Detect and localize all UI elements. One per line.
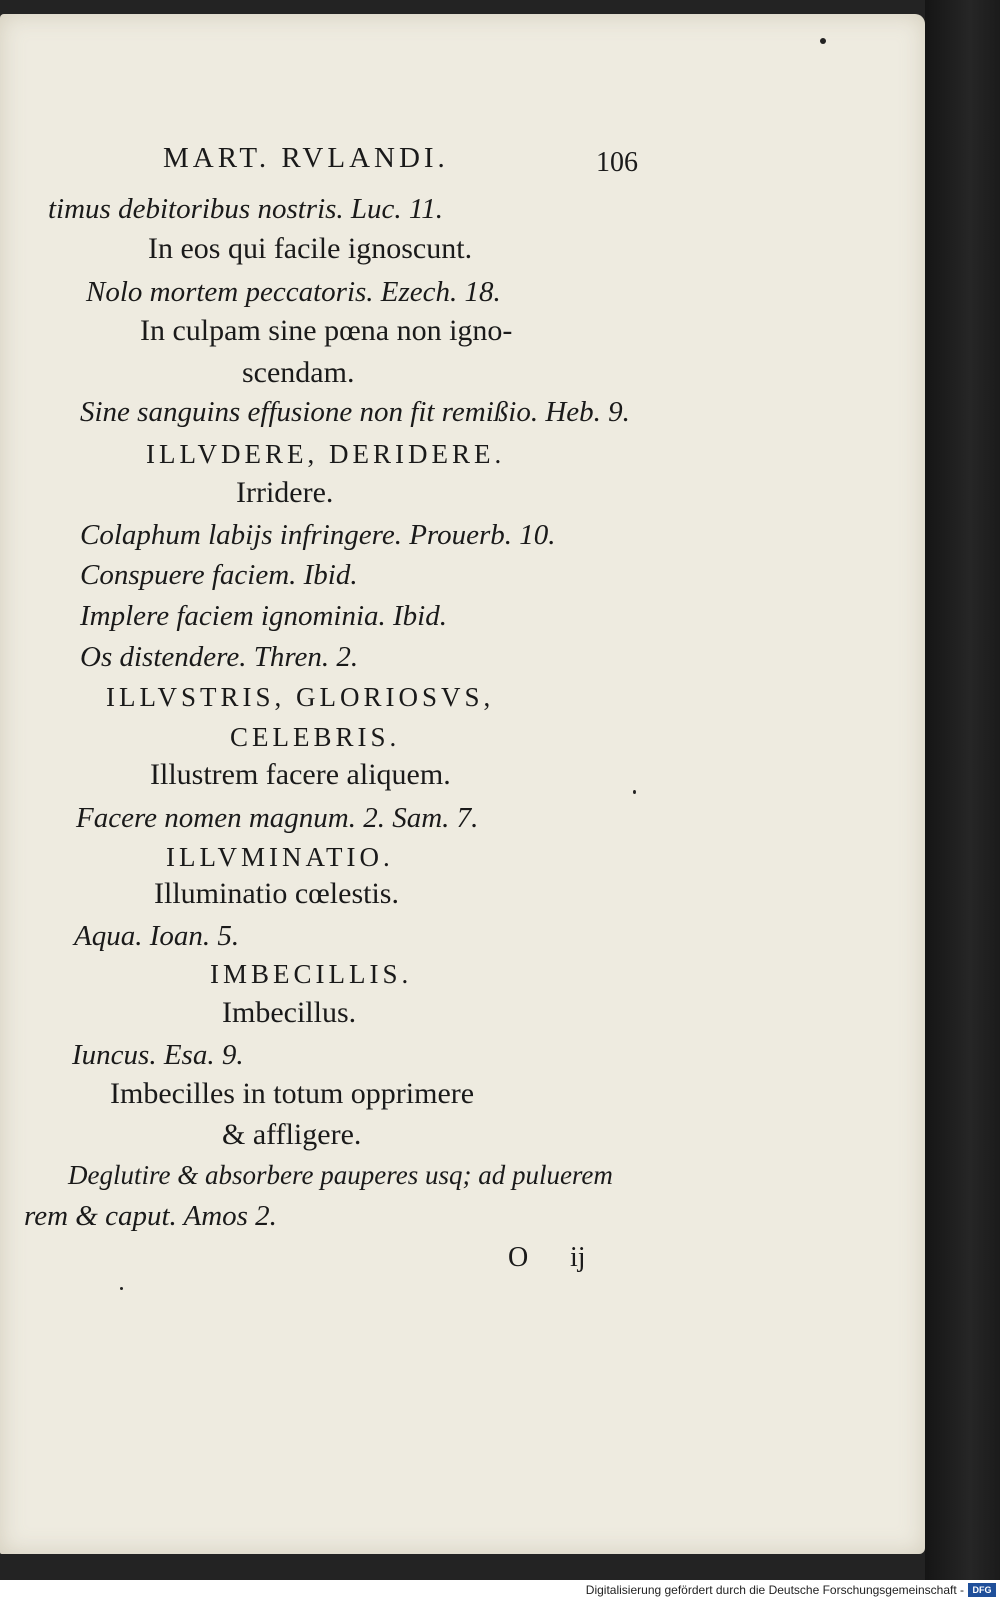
text-line: In eos qui facile ignoscunt. xyxy=(148,232,473,265)
text-line: Illuminatio cœlestis. xyxy=(154,877,399,910)
running-title: MART. RVLANDI. xyxy=(163,142,449,174)
text-line: scendam. xyxy=(242,356,355,389)
section-heading: ILLVSTRIS, GLORIOSVS, xyxy=(106,682,495,712)
text-line: Deglutire & absorbere pauperes usq; ad puluerem xyxy=(68,1160,613,1190)
text-line: Implere faciem ignominia. Ibid. xyxy=(80,600,447,632)
ink-speck xyxy=(633,790,636,794)
text-line: Facere nomen magnum. 2. Sam. 7. xyxy=(76,802,479,834)
text-line: Os distendere. Thren. 2. xyxy=(80,641,359,673)
text-line: Iuncus. Esa. 9. xyxy=(72,1039,244,1071)
catchword: ij xyxy=(570,1242,586,1273)
text-line: Irridere. xyxy=(236,476,334,509)
text-line: In culpam sine pœna non igno- xyxy=(140,314,513,347)
page-edge-shadow xyxy=(925,0,1000,1580)
text-line: Nolo mortem peccatoris. Ezech. 18. xyxy=(86,276,501,308)
text-line: Illustrem facere aliquem. xyxy=(150,758,451,791)
section-heading: ILLVMINATIO. xyxy=(166,842,394,872)
text-line: Imbecillus. xyxy=(222,996,357,1029)
text-line: Sine sanguins effusione non fit remißio. Heb. 9. xyxy=(80,396,630,428)
text-line: Colaphum labijs infringere. Prouerb. 10. xyxy=(80,519,556,551)
funding-credit: Digitalisierung gefördert durch die Deutsche Forschungsgemeinschaft - xyxy=(585,1583,964,1597)
text-line: Conspuere faciem. Ibid. xyxy=(80,559,358,591)
book-page xyxy=(0,14,925,1554)
text-line: & affligere. xyxy=(222,1118,362,1151)
text-line: rem & caput. Amos 2. xyxy=(24,1200,277,1232)
text-line: Imbecilles in totum opprimere xyxy=(110,1077,475,1110)
folio-number: 106 xyxy=(596,147,638,178)
ink-speck xyxy=(820,38,826,44)
ink-speck xyxy=(120,1287,123,1290)
dfg-logo: DFG xyxy=(968,1583,996,1597)
footer-bar xyxy=(0,1580,1000,1601)
section-heading: CELEBRIS. xyxy=(230,722,401,752)
section-heading: ILLVDERE, DERIDERE. xyxy=(146,439,506,469)
signature-mark: O xyxy=(508,1242,529,1273)
text-line: timus debitoribus nostris. Luc. 11. xyxy=(48,193,444,225)
text-line: Aqua. Ioan. 5. xyxy=(74,920,240,952)
section-heading: IMBECILLIS. xyxy=(210,959,413,989)
